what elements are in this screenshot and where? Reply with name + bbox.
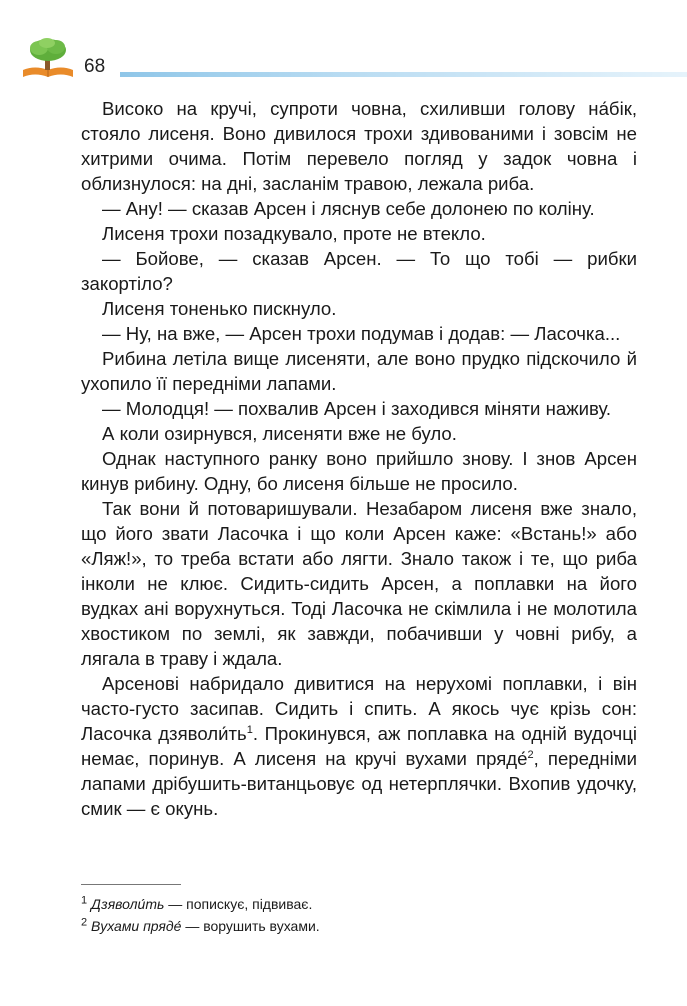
footnote-number: 1 [81,894,88,907]
paragraph: — Молодця! — похвалив Арсен і заходився міняти наживу. [102,398,612,419]
paragraph-text: . Прокинувся, аж поплавка на одній вудочці немає, поринув. А лисеня на кручі вухами пряде́ [81,723,637,769]
footnote-term: Вухами пряде́ [91,918,182,934]
paragraph: А коли озирнувся, лисеняти вже не було. [102,423,457,444]
paragraph [81,671,637,821]
footnote-text: — ворушить вухами. [181,918,320,934]
footnotes [81,893,637,937]
paragraph: Рибина летіла вище лисеняти, але воно прудко підскочило й ухопило її передніми лапами. [81,348,637,394]
page-header [0,0,687,90]
paragraph-text: Арсенові набридало дивитися на нерухомі поплавки, і він часто-густо засипав. Сидить і спить. А якось чує крізь сон: Ласочка дзяволи́ть [81,673,637,744]
footnote-text: — попискує, підвиває. [164,896,313,912]
paragraph: — Бойове, — сказав Арсен. — То що тобі — рибки закортіло? [81,248,637,294]
footnote-number: 2 [81,916,88,929]
tree-book-icon [20,36,76,80]
story-text [81,96,637,821]
header-divider [120,72,687,77]
paragraph: Лисеня тоненько пискнуло. [102,298,337,319]
page-number: 68 [84,56,106,77]
footnote [81,915,637,937]
paragraph: — Ану! — сказав Арсен і ляснув себе долонею по коліну. [102,198,595,219]
paragraph: — Ну, на вже, — Арсен трохи подумав і додав: — Ласочка... [102,323,621,344]
paragraph: Високо на кручі, супроти човна, схиливши голову на́бік, стояло лисеня. Воно дивилося трохи здивованими і зовсім не хитрими очима. Потім перевело погляд у задок човна і облизнулося: на дні, засланім травою, лежала риба. [81,98,637,194]
footnote-ref[interactable]: 1 [246,723,253,736]
paragraph: Так вони й потоваришували. Незабаром лисеня вже знало, що його звати Ласочка і що коли Арсен каже: «Встань!» або «Ляж!», то треба встати або лягти. Знало також і те, що риба інколи не клює. Сидить-сидить Арсен, а поплавки на його вудках ані ворухнуться. Тоді Ласочка не скімлила і не молотила хвостиком по землі, як завжди, побачивши у човні рибу, а лягала в траву і ждала. [81,498,637,669]
paragraph: Однак наступного ранку воно прийшло знову. І знов Арсен кинув рибину. Одну, бо лисеня більше не просило. [81,448,637,494]
paragraph: Лисеня трохи позадкувало, проте не втекло. [102,223,486,244]
footnote [81,893,637,915]
footnote-ref[interactable]: 2 [527,748,534,761]
paragraph-text: , передніми лапами дрібушить-витанцьовує од нетерплячки. Вхопив удочку, смик — є окунь. [81,748,637,819]
footnote-term: Дзяволи́ть [91,896,165,912]
footnote-divider [81,884,181,885]
